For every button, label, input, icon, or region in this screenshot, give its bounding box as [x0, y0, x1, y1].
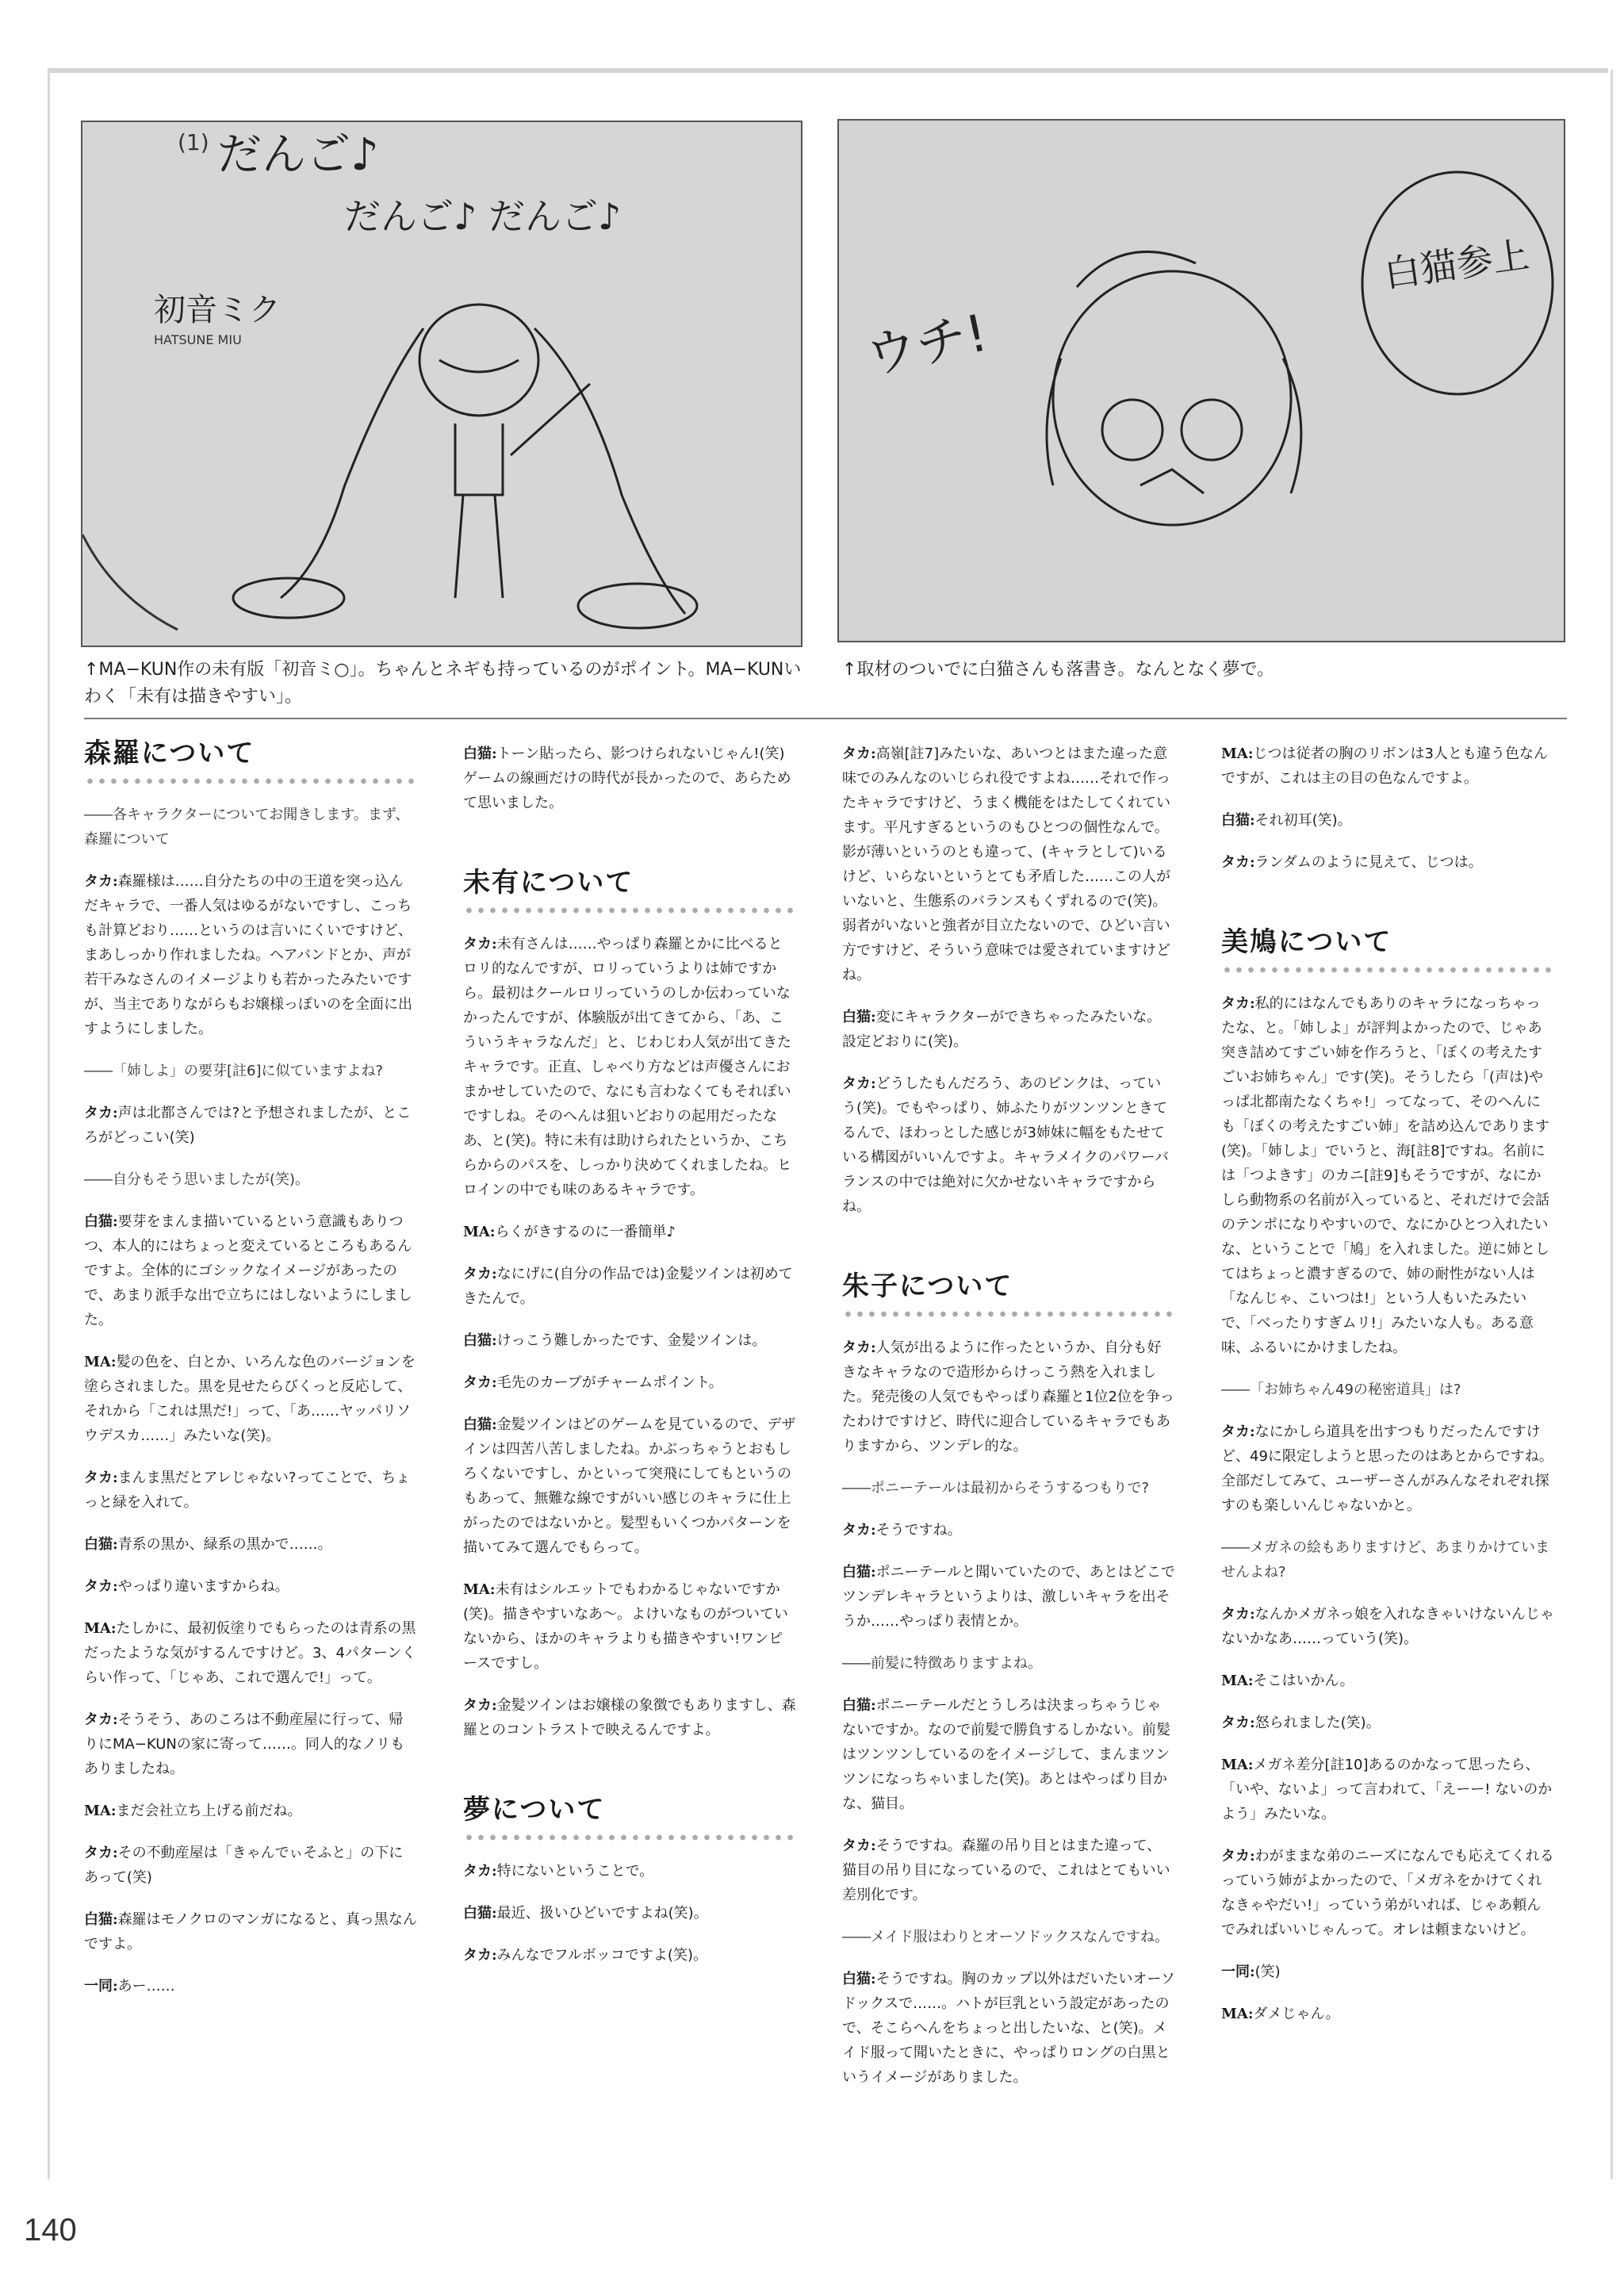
- speaker-name: タカ:: [84, 1470, 118, 1486]
- interview-question: ――メイド服はわりとオーソドックスなんですね。: [842, 1929, 1170, 1945]
- interview-answer: [1221, 2002, 1554, 2026]
- whiteboard-drawing-shironeko: [839, 121, 1564, 641]
- interview-answer: [1221, 1602, 1554, 1651]
- speaker-name: 白猫:: [842, 1564, 876, 1581]
- answer-text: そうですね。: [875, 1522, 962, 1539]
- interview-answer: [463, 1220, 796, 1244]
- speaker-name: MA:: [1221, 2006, 1254, 2022]
- answer-text: みんなでフルボッコですよ(笑)。: [496, 1947, 707, 1964]
- answer-text: 高嶺[註7]みたいな、あいつとはまた違った意味でのみんなのいじられ役ですよね……それで作ったキャラですけど、うまく機能をはたしてくれています。平凡すぎるというのもひとつの個性なんで。影が薄いというのとも違って、(キャラとして)いるけど、いらないというとても矛盾した……この人がいないと、生態系のバランスもくずれるので(笑)。弱者がいないと強者が目立たないので、ひどい言い方ですけど、そういう意味では愛されていますけどね。: [842, 745, 1170, 983]
- interview-answer: [842, 1518, 1175, 1542]
- spacer: [463, 1760, 796, 1798]
- column-4: [1221, 742, 1554, 2044]
- interview-answer: [84, 1907, 417, 1956]
- answer-text: らくがきするのに一番簡単♪: [495, 1224, 676, 1240]
- speaker-name: タカ:: [463, 936, 497, 952]
- speaker-name: 白猫:: [84, 1213, 118, 1230]
- answer-text: 最近、扱いひどいですよね(笑)。: [496, 1905, 708, 1922]
- interview-question: ――「姉しよ」の要芽[註6]に似ていますよね?: [84, 1063, 384, 1079]
- speaker-name: タカ:: [463, 1374, 497, 1391]
- heading-dots: [1221, 966, 1554, 974]
- answer-text: 怒られました(笑)。: [1254, 1715, 1381, 1731]
- speaker-name: MA:: [84, 1620, 117, 1637]
- answer-text: ダメじゃん。: [1253, 2006, 1340, 2022]
- interview-question: ――前髪に特徴ありますよね。: [842, 1655, 1042, 1672]
- answer-text: 森羅はモノクロのマンガになると、真っ黒なんですよ。: [84, 1911, 417, 1953]
- answer-text: なにげに(自分の作品では)金髪ツインは初めてきたんで。: [463, 1266, 793, 1307]
- speaker-name: 白猫:: [84, 1911, 118, 1928]
- photo-whiteboard-right: [837, 119, 1565, 642]
- interview-answer: [463, 1859, 796, 1884]
- interview-answer: [84, 1350, 417, 1448]
- interview-question: ――メガネの絵もありますけど、あまりかけていませんよね?: [1221, 1539, 1549, 1581]
- answer-text: なにかしら道具を出すつもりだったんですけど、49に限定しようと思ったのはあとからですね。全部だしてみて、ユーザーさんがみんなそれぞれ探すのも楽しいんじゃないかと。: [1221, 1424, 1553, 1514]
- interview-answer: [84, 1841, 417, 1890]
- speaker-name: 白猫:: [463, 745, 497, 762]
- speaker-name: タカ:: [1221, 1715, 1255, 1731]
- heading-shinra: 森羅について: [84, 738, 255, 769]
- answer-text: わがままな弟のニーズになんでも応えてくれるっていう姉がよかったので、「メガネをかけてくれなきゃやだい!」っていう弟がいれば、じゃあ頼んでみればいいじゃんって。オレは頼まないけど。: [1221, 1848, 1554, 1938]
- answer-text: まだ会社立ち上げる前だね。: [116, 1803, 302, 1819]
- speaker-name: タカ:: [84, 1105, 118, 1121]
- sketch-text-left: ウチ!: [860, 304, 993, 387]
- sketch-text-right: 白猫参上: [1381, 232, 1532, 296]
- answer-text: 要芽をまんま描いているという意識もありつつ、本人的にはちょっと変えているところもあるんですよ。全体的にゴシックなイメージがあったので、あまり派手な出で立ちにはしないようにしました。: [84, 1213, 412, 1328]
- sketch-text-sub: HATSUNE MIU: [154, 332, 242, 347]
- interview-answer: [1221, 991, 1554, 1360]
- interview-answer: [463, 1901, 796, 1926]
- page-number: 140: [24, 2213, 77, 2248]
- answer-text: その不動産屋は「きゃんでぃそふと」の下にあって(笑): [84, 1845, 404, 1886]
- speaker-name: タカ:: [463, 1697, 497, 1714]
- answer-text: そうですね。森羅の吊り目とはまた違って、猫目の吊り目になっているので、これはとてもいい差別化です。: [842, 1838, 1170, 1903]
- spacer: [1221, 892, 1554, 930]
- sketch-text-num: (1): [178, 129, 209, 155]
- speaker-name: タカ:: [84, 1578, 118, 1595]
- answer-text: 毛先のカーブがチャームポイント。: [496, 1374, 723, 1391]
- interview-answer: [463, 1943, 796, 1968]
- speaker-name: タカ:: [463, 1266, 497, 1282]
- speaker-name: タカ:: [1221, 995, 1255, 1012]
- speaker-name: 白猫:: [1221, 812, 1255, 829]
- interview-answer: [84, 869, 417, 1041]
- interview-answer: [842, 1336, 1175, 1458]
- answer-text: 未有はシルエットでもわかるじゃないですか(笑)。描きやすいなあ〜。よけいなものがついていないから、ほかのキャラよりも描きやすい!ワンピースですし。: [463, 1581, 789, 1672]
- interview-answer: [842, 1560, 1175, 1634]
- speaker-name: 白猫:: [463, 1905, 497, 1922]
- interview-answer: [842, 1967, 1175, 2090]
- speaker-name: MA:: [84, 1803, 117, 1819]
- speaker-name: 白猫:: [463, 1332, 497, 1349]
- answer-text: そうですね。胸のカップ以外はだいたいオーソドックスで……。ハトが巨乳という設定があったので、そこらへんをちょっと出したいな、と(笑)。メイド服って聞いたときに、やっぱりロングの白黒というイメージがありました。: [842, 1971, 1175, 2086]
- heading-dots: [463, 906, 796, 914]
- sketch-text-name: 初音ミク: [154, 292, 281, 328]
- column-2: [463, 742, 796, 1985]
- answer-text: 私的にはなんでもありのキャラになっちゃったな、と。「姉しよ」が評判よかったので、じゃあ突き詰めてすごい姉を作ろうと、「ぼくの考えたすごいお姉ちゃん」です(笑)。そうしたら「(声は)やっぱ北都南たなくちゃ!」ってなって、そのへんにも「ぼくの考えたすごい姉」を詰め込んであります(笑)。「姉しよ」でいうと、海[註8]ですね。名前には「つよきす」のカニ[註9]もそうですが、なにかしら動物系の名前が入っていると、それだけで会話のテンポになりやすいので、なにかひとつ入れたいな、ということで「鳩」を入れました。逆に姉としてはちょっと濃すぎるので、姉の耐性がない人は「なんじゃ、こいつは!」という人もいたみたいで、「べったりすぎムリ!」みたいな人も。ある意味、ふるいにかけましたね。: [1221, 995, 1549, 1356]
- interview-answer: [1221, 850, 1554, 875]
- interview-answer: [463, 932, 796, 1202]
- speaker-name: 白猫:: [842, 1971, 876, 1987]
- speaker-name: タカ:: [463, 1947, 497, 1964]
- answer-text: ポニーテールだとうしろは決まっちゃうじゃないですか。なので前髪で勝負するしかない。前髪はツンツンしているのをイメージして、まんまツンツンになっちゃいました(笑)。あとはやっぱり目かな、猫目。: [842, 1697, 1170, 1812]
- column-3-pre: [842, 742, 1175, 1219]
- column-2-pre: [463, 742, 796, 815]
- speaker-name: MA:: [1221, 1757, 1254, 1773]
- interview-answer: [842, 1071, 1175, 1219]
- speaker-name: タカ:: [84, 1845, 118, 1861]
- speaker-name: タカ:: [842, 1339, 876, 1356]
- photo-caption-left: ↑MA−KUN作の未有版「初音ミ○」。ちゃんとネギも持っているのがポイント。MA−KUNいわく「未有は描きやすい」。: [84, 660, 802, 707]
- interview-answer: [84, 1532, 417, 1557]
- answer-text: なんかメガネっ娘を入れなきゃいけないんじゃないかなあ……っていう(笑)。: [1221, 1606, 1554, 1647]
- answer-text: たしかに、最初仮塗りでもらったのは青系の黒だったような気がするんですけど。3、4パターンくらい作って、「じゃあ、これで選んで!」って。: [84, 1620, 416, 1686]
- speaker-name: タカ:: [842, 745, 876, 762]
- heading-yume: 夢について: [463, 1794, 606, 1826]
- answer-text: そうそう、あのころは不動産屋に行って、帰りにMA−KUNの家に寄って……。同人的なノリもありましたね。: [84, 1711, 405, 1777]
- column-4-body: [1221, 991, 1554, 2026]
- answer-text: 声は北都さんでは?と予想されましたが、ところがどっこい(笑): [84, 1105, 412, 1146]
- heading-dots: [84, 777, 417, 785]
- answer-text: ポニーテールと聞いていたので、あとはどこでツンデレキャラというよりは、激しいキャラを出そうか……やっぱり表情とか。: [842, 1564, 1175, 1630]
- photo-whiteboard-left: [81, 121, 802, 647]
- answer-text: 特にないということで。: [496, 1863, 654, 1880]
- speaker-name: 一同:: [84, 1978, 118, 1995]
- interview-answer: [1221, 1669, 1554, 1693]
- speaker-name: 一同:: [1221, 1964, 1255, 1980]
- answer-text: ランダムのように見えて、じつは。: [1254, 854, 1483, 871]
- heading-dots: [842, 1310, 1175, 1318]
- answer-text: 人気が出るように作ったというか、自分も好きなキャラなので造形からけっこう熱を入れました。発売後の人気でもやっぱり森羅と1位2位を争ったわけですけど、時代に迎合しているキャラでもありますから、ツンデレ的な。: [842, 1339, 1174, 1454]
- interview-answer: [84, 1574, 417, 1599]
- answer-text: (笑): [1254, 1964, 1281, 1980]
- interview-answer: [463, 1262, 796, 1311]
- answer-text: 金髪ツインはどのゲームを見ているので、デザインは四苦八苦しましたね。かぶっちゃうとおもしろくないですし、かといって突飛にしてもというのもあって、無難な線ですがいい感じのキャラに仕上がったのではないかと。髪型もいくつかパターンを描いてみて選んでもらって。: [463, 1416, 796, 1556]
- answer-text: 青系の黒か、緑系の黒かで……。: [117, 1536, 332, 1553]
- speaker-name: MA:: [84, 1354, 117, 1370]
- interview-answer: [842, 1005, 1175, 1054]
- interview-answer: [84, 1616, 417, 1690]
- answer-text: じつは従者の胸のリボンは3人とも違う色なんですが、これは主の目の色なんですよ。: [1221, 745, 1548, 787]
- interview-answer: [463, 742, 796, 815]
- speaker-name: MA:: [1221, 745, 1254, 762]
- interview-answer: [84, 1707, 417, 1781]
- answer-text: それ初耳(笑)。: [1254, 812, 1352, 829]
- interview-answer: [842, 742, 1175, 987]
- interview-answer: [1221, 742, 1554, 791]
- answer-text: 変にキャラクターができちゃったみたいな。設定どおりに(笑)。: [842, 1009, 1162, 1050]
- speaker-name: MA:: [1221, 1673, 1254, 1689]
- interview-answer: [842, 1693, 1175, 1816]
- speaker-name: タカ:: [1221, 1424, 1255, 1440]
- interview-answer: [463, 1577, 796, 1676]
- speaker-name: MA:: [463, 1224, 496, 1240]
- interview-answer: [463, 1412, 796, 1560]
- column-3: [842, 742, 1175, 2107]
- speaker-name: 白猫:: [842, 1009, 876, 1025]
- interview-answer: [84, 1466, 417, 1515]
- interview-answer: [1221, 1753, 1554, 1826]
- heading-miu: 未有について: [463, 867, 634, 899]
- column-2-body: [463, 932, 796, 1742]
- speaker-name: タカ:: [84, 873, 118, 890]
- answer-text: やっぱり違いますからね。: [117, 1578, 289, 1595]
- answer-text: メガネ差分[註10]あるのかなって思ったら、「いや、ないよ」って言われて、「えーー! ないのかよう」みたいな。: [1221, 1757, 1553, 1822]
- column-1-body: [84, 803, 417, 1998]
- answer-text: まんま黒だとアレじゃない?ってことで、ちょっと緑を入れて。: [84, 1470, 411, 1511]
- answer-text: そこはいかん。: [1253, 1673, 1354, 1689]
- spacer: [842, 1236, 1175, 1274]
- heading-dots: [463, 1834, 796, 1841]
- sketch-text-dango-1: だんご♪: [217, 129, 379, 181]
- heading-akako: 朱子について: [842, 1270, 1013, 1302]
- speaker-name: タカ:: [1221, 1848, 1255, 1864]
- speaker-name: タカ:: [842, 1522, 876, 1539]
- speaker-name: MA:: [463, 1581, 496, 1598]
- speaker-name: タカ:: [842, 1838, 876, 1854]
- speaker-name: 白猫:: [84, 1536, 118, 1553]
- photo-caption-right: ↑取材のついでに白猫さんも落書き。なんとなく夢で。: [842, 660, 1275, 680]
- interview-answer: [1221, 808, 1554, 833]
- interview-answer: [1221, 1420, 1554, 1518]
- column-2-body-2: [463, 1859, 796, 1968]
- answer-text: あー……: [117, 1978, 175, 1995]
- column-1: [84, 738, 417, 2016]
- speaker-name: 白猫:: [463, 1416, 497, 1433]
- interview-answer: [1221, 1844, 1554, 1942]
- interview-answer: [84, 1799, 417, 1823]
- interview-answer: [84, 1209, 417, 1332]
- speaker-name: タカ:: [84, 1711, 118, 1728]
- answer-text: トーン貼ったら、影つけられないじゃん!(笑)ゲームの線画だけの時代が長かったので、あらためて思いました。: [463, 745, 791, 811]
- interview-question: ――ポニーテールは最初からそうするつもりで?: [842, 1480, 1150, 1496]
- whiteboard-drawing-miku: [82, 122, 801, 646]
- answer-text: 未有さんは……やっぱり森羅とかに比べるとロリ的なんですが、ロリっていうよりは姉ですから。最初はクールロリっていうのしか伝わっていなかったんですが、体験版が出てきてから、「あ、こういうキャラなんだ」と、じわじわ人気が出てきたキャラです。正直、しゃべり方などは声優さんにおまかせしていたので、なにも言わなくてもそれぽいですしね。そのへんは狙いどおりの起用だったなあ、と(笑)。特に未有は助けられたというか、こちらからのパスを、しっかり決めてくれましたね。ヒロインの中でも味のあるキャラです。: [463, 936, 791, 1198]
- speaker-name: 白猫:: [842, 1697, 876, 1714]
- interview-answer: [1221, 1960, 1554, 1984]
- column-3-body: [842, 1336, 1175, 2090]
- answer-text: けっこう難しかったです、金髪ツインは。: [496, 1332, 767, 1349]
- answer-text: 髪の色を、白とか、いろんな色のバージョンを塗らされました。黒を見せたらびくっと反応して、それから「これは黒だ!」って、「あ……ヤッパリソウデスカ……」みたいな(笑)。: [84, 1354, 416, 1444]
- answer-text: どうしたもんだろう、あのピンクは、っていう(笑)。でもやっぱり、姉ふたりがツンツンときてるんで、ほわっとした感じが3姉妹に幅をもたせている構図がいいんですよ。キャラメイクのパワーバランスの中では絶対に欠かせないキャラですからね。: [842, 1075, 1169, 1215]
- column-4-pre: [1221, 742, 1554, 875]
- speaker-name: タカ:: [1221, 1606, 1255, 1623]
- interview-answer: [463, 1693, 796, 1742]
- interview-answer: [842, 1834, 1175, 1907]
- interview-answer: [463, 1328, 796, 1353]
- speaker-name: タカ:: [842, 1075, 876, 1092]
- interview-question: ――各キャラクターについてお聞きします。まず、森羅について: [84, 807, 410, 848]
- section-divider: [84, 718, 1567, 719]
- answer-text: 金髪ツインはお嬢様の象徴でもありますし、森羅とのコントラストで映えるんですよ。: [463, 1697, 796, 1738]
- interview-question: ――自分もそう思いましたが(笑)。: [84, 1171, 310, 1188]
- spacer: [463, 833, 796, 871]
- interview-answer: [1221, 1711, 1554, 1735]
- speaker-name: タカ:: [1221, 854, 1255, 871]
- interview-answer: [84, 1974, 417, 1998]
- answer-text: 森羅様は……自分たちの中の王道を突っ込んだキャラで、一番人気はゆるがないですし、こっちも計算どおり……というのは言いにくいですけど、まあしっかり作れましたね。ヘアバンドとか、声が若干みなさんのイメージよりも若かったみたいですが、当主でありながらもお嬢様っぽいのを全面に出すようにしました。: [84, 873, 412, 1037]
- interview-answer: [463, 1370, 796, 1395]
- sketch-text-dango-2: だんご♪ だんご♪: [344, 195, 622, 238]
- heading-mibato: 美鳩について: [1221, 926, 1392, 958]
- speaker-name: タカ:: [463, 1863, 497, 1880]
- interview-answer: [84, 1101, 417, 1150]
- interview-question: ――「お姉ちゃん49の秘密道具」は?: [1221, 1382, 1461, 1398]
